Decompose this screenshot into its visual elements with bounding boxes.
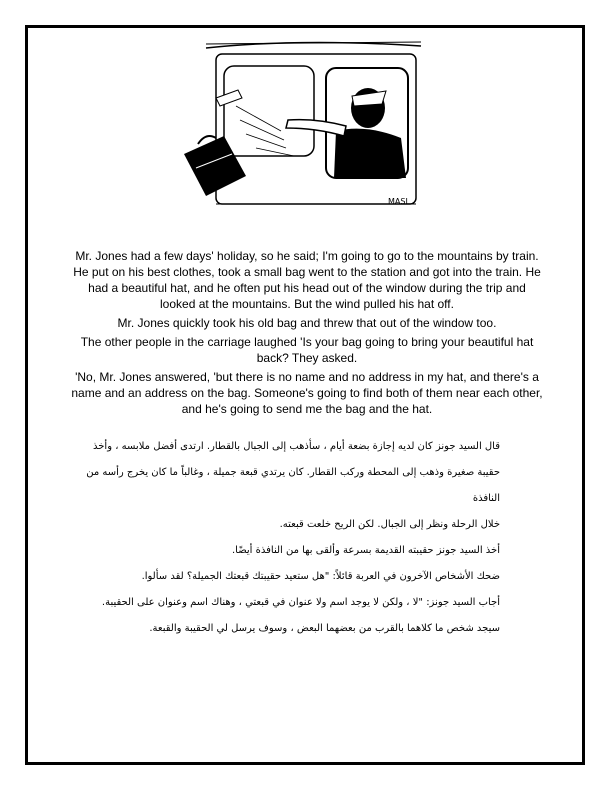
english-story — [70, 248, 544, 420]
arabic-paragraph: خلال الرحلة ونظر إلى الجبال. لكن الريح خلعت قبعته. — [279, 519, 500, 530]
arabic-story — [80, 434, 500, 642]
illustration-signature: MASL — [388, 197, 410, 206]
english-paragraph: 'No, Mr. Jones answered, 'but there is no name and no address in my hat, and there's a name and an address on the bag. Someone's going to find both of them near each other, and he's going to send me the bag and the hat. — [71, 370, 543, 416]
arabic-paragraph: سيجد شخص ما كلاهما بالقرب من بعضهما البعض ، وسوف يرسل لي الحقيبة والقبعة. — [149, 623, 500, 634]
arabic-paragraph: ضحك الأشخاص الآخرون في العربة قائلاً: "هل ستعيد حقيبتك قبعتك الجميلة؟ لقد سألوا. — [141, 571, 500, 582]
english-paragraph: The other people in the carriage laughed 'Is your bag going to bring your beautiful hat back? They asked. — [80, 335, 534, 365]
english-paragraph: Mr. Jones had a few days' holiday, so he said; I'm going to go to the mountains by train. He put on his best clothes, took a small bag went to the station and got into the train. He had a beautiful hat, and he often put his head out of the window during the trip and looked at the mountains. But the wind pulled his hat off. — [73, 249, 541, 311]
man-throwing-bag-from-train-window-illustration — [176, 36, 426, 212]
arabic-paragraph: أجاب السيد جونز: "لا ، ولكن لا يوجد اسم ولا عنوان في قبعتي ، وهناك اسم وعنوان على الحقيبة. — [101, 597, 500, 608]
arabic-paragraph: أخذ السيد جونز حقيبته القديمة بسرعة وألقى بها من النافذة أيضًا. — [232, 545, 500, 556]
arabic-paragraph: قال السيد جونز كان لديه إجازة بضعة أيام ، سأذهب إلى الجبال بالقطار. ارتدى أفضل ملابسه ، وأخذ حقيبة صغيرة وذهب إلى المحطة وركب القطار. كان يرتدي قبعة جميلة ، وغالباً ما كان يخرج رأسه من النافذة — [86, 441, 500, 504]
english-paragraph: Mr. Jones quickly took his old bag and threw that out of the window too. — [117, 316, 497, 330]
